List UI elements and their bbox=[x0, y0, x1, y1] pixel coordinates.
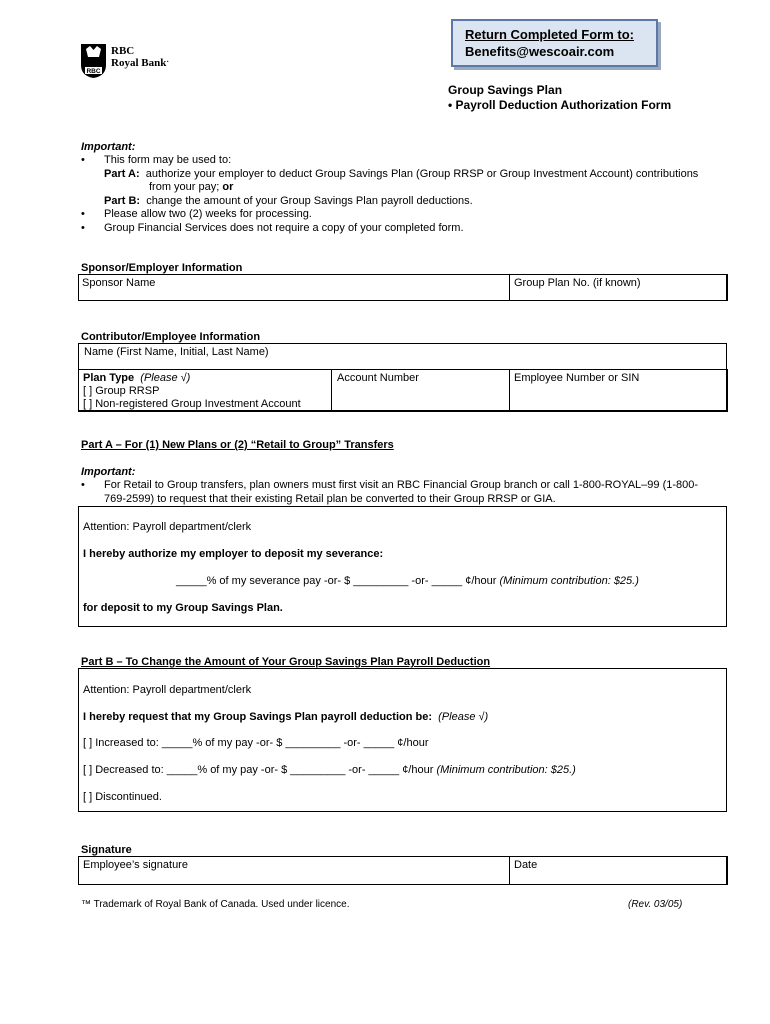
signature-heading: Signature bbox=[81, 844, 132, 856]
form-title: Group Savings Plan bbox=[448, 83, 563, 97]
important-item-3: Group Financial Services does not require a copy of your completed form. bbox=[104, 222, 464, 234]
bullet: • bbox=[81, 479, 85, 491]
trademark-note: ™ Trademark of Royal Bank of Canada. Used under licence. bbox=[81, 899, 350, 910]
part-a-note-line2: 769-2599) to request that their existing Retail plan be converted to their Group RRSP or GIA. bbox=[104, 493, 556, 505]
part-a-box bbox=[78, 506, 727, 627]
employee-number-field[interactable] bbox=[509, 369, 728, 412]
part-b-description: Part B: change the amount of your Group Savings Plan payroll deductions. bbox=[104, 195, 473, 207]
emblem-text: RBC bbox=[86, 68, 101, 76]
sponsor-table bbox=[78, 274, 727, 301]
part-a-important: Important: bbox=[81, 466, 136, 478]
revision-note: (Rev. 03/05) bbox=[628, 899, 683, 910]
contributor-name-label: Name (First Name, Initial, Last Name) bbox=[84, 346, 269, 358]
sponsor-heading: Sponsor/Employer Information bbox=[81, 262, 243, 274]
part-a-description: Part A: authorize your employer to deduct Group Savings Plan (Group RRSP or Group Investment Account) contributions bbox=[104, 168, 699, 180]
logo-rbc-text: RBC bbox=[111, 45, 135, 57]
part-b-attention: Attention: Payroll department/clerk bbox=[83, 684, 252, 696]
part-b-discontinued[interactable]: [ ] Discontinued. bbox=[83, 791, 162, 803]
part-b-heading: Part B – To Change the Amount of Your Group Savings Plan Payroll Deduction bbox=[81, 656, 491, 668]
part-a-deposit: for deposit to my Group Savings Plan. bbox=[83, 602, 283, 614]
account-number-label: Account Number bbox=[337, 372, 419, 384]
important-item-1: This form may be used to: bbox=[104, 154, 232, 166]
sponsor-name-field[interactable] bbox=[78, 274, 510, 301]
part-a-description-cont: from your pay; or bbox=[149, 181, 234, 193]
date-label: Date bbox=[514, 859, 538, 871]
bullet: • bbox=[81, 154, 85, 166]
sponsor-name-label: Sponsor Name bbox=[82, 277, 156, 289]
employee-number-label: Employee Number or SIN bbox=[514, 372, 640, 384]
contributor-table bbox=[78, 343, 727, 411]
plan-option-rrsp[interactable]: [ ] Group RRSP bbox=[83, 385, 160, 397]
contributor-heading: Contributor/Employee Information bbox=[81, 331, 261, 343]
important-item-2: Please allow two (2) weeks for processing. bbox=[104, 208, 312, 220]
part-b-decreased[interactable]: [ ] Decreased to: _____% of my pay -or- $ _________ -or- _____ ¢/hour (Minimum contribution: $25.) bbox=[83, 764, 576, 776]
date-field[interactable] bbox=[509, 856, 728, 885]
part-b-request: I hereby request that my Group Savings Plan payroll deduction be: (Please √) bbox=[83, 711, 489, 723]
part-a-heading: Part A – For (1) New Plans or (2) “Retail to Group” Transfers bbox=[81, 439, 394, 451]
employee-signature-field[interactable] bbox=[78, 856, 510, 885]
rbc-logo bbox=[80, 43, 190, 83]
return-label: Return Completed Form to: bbox=[465, 27, 634, 42]
part-a-authorize: I hereby authorize my employer to deposit my severance: bbox=[83, 548, 384, 560]
return-email[interactable]: Benefits@wescoair.com bbox=[465, 44, 615, 59]
part-a-amount-line[interactable]: _____% of my severance pay -or- $ _________ -or- _____ ¢/hour (Minimum contribution: $25.) bbox=[176, 575, 639, 587]
group-plan-number-label: Group Plan No. (if known) bbox=[514, 277, 641, 289]
form-subtitle: • Payroll Deduction Authorization Form bbox=[448, 98, 672, 112]
part-a-note-line1: For Retail to Group transfers, plan owners must first visit an RBC Financial Group branch or call 1-800-ROYAL–99 (1-800- bbox=[104, 479, 699, 491]
part-b-box bbox=[78, 668, 727, 812]
signature-table bbox=[78, 856, 727, 885]
plan-type-field bbox=[78, 369, 332, 412]
plan-option-gia[interactable]: [ ] Non-registered Group Investment Account bbox=[83, 398, 301, 410]
account-number-field[interactable] bbox=[331, 369, 510, 412]
contributor-name-field[interactable] bbox=[78, 343, 727, 370]
bullet: • bbox=[81, 208, 85, 220]
logo-royal-bank-text: Royal Bank· bbox=[111, 57, 169, 69]
employee-signature-label: Employee’s signature bbox=[83, 859, 188, 871]
rbc-shield-icon bbox=[80, 43, 107, 79]
part-a-attention: Attention: Payroll department/clerk bbox=[83, 521, 252, 533]
important-heading: Important: bbox=[81, 141, 136, 153]
group-plan-number-field[interactable] bbox=[509, 274, 728, 301]
bullet: • bbox=[81, 222, 85, 234]
plan-type-label: Plan Type (Please √) bbox=[83, 372, 191, 384]
part-b-increased[interactable]: [ ] Increased to: _____% of my pay -or- $ _________ -or- _____ ¢/hour bbox=[83, 737, 429, 749]
return-instructions-box bbox=[451, 19, 658, 67]
